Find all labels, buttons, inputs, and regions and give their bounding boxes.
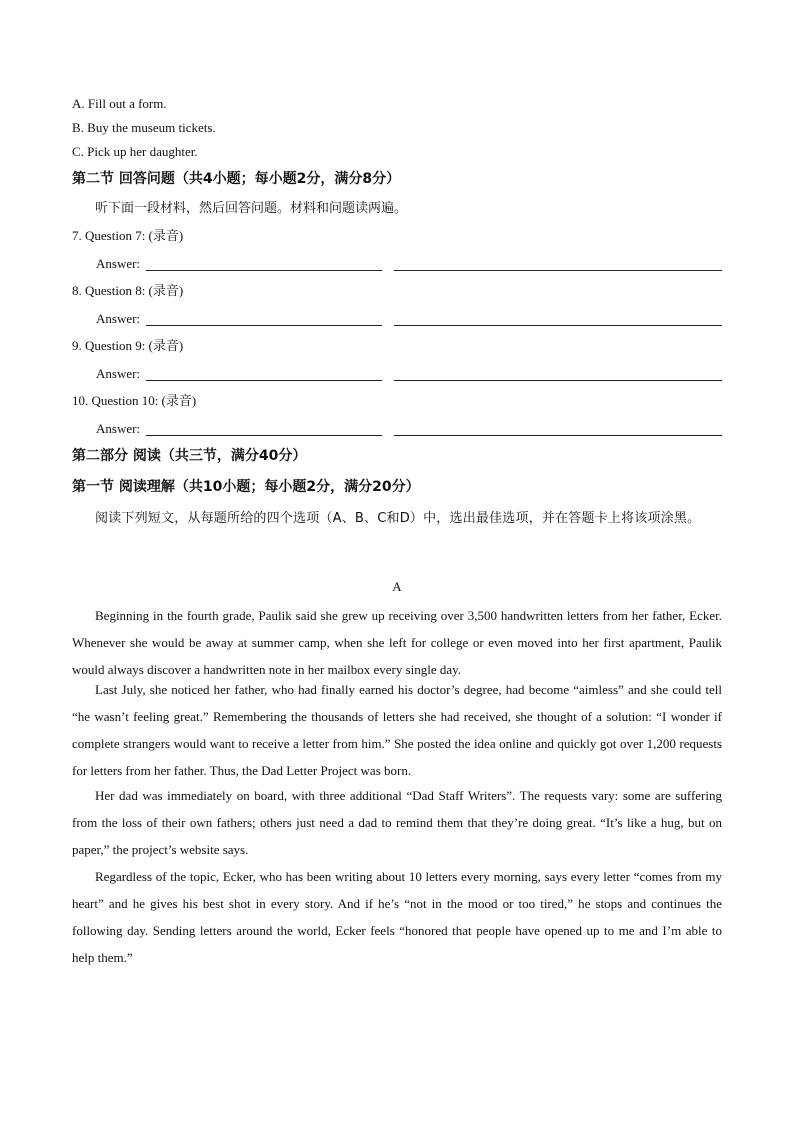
answer-blank-1[interactable] — [146, 325, 382, 326]
question-9-label: 9. Question 9: (录音) — [72, 338, 184, 353]
answer-blank-1[interactable] — [146, 270, 382, 271]
passage-paragraph-4: Regardless of the topic, Ecker, who has been writing about 10 letters every morning, says every letter “comes from my heart” and he gives his best shot in every story. And if he’s “not in the mood or too tired,” he stops and continues the following day. Sending letters around the world, Ecker feels “honored that people have opened up to me and I’m able to help them.” — [72, 869, 722, 965]
answer-blank-2[interactable] — [394, 380, 722, 381]
question-7-label: 7. Question 7: (录音) — [72, 228, 184, 243]
answer-label: Answer: — [96, 421, 141, 436]
question-8-label: 8. Question 8: (录音) — [72, 283, 184, 298]
part2-heading: 第二部分 阅读（共三节，满分40分） — [72, 448, 307, 464]
answer-row-9[interactable] — [96, 366, 724, 384]
option-c: C. Pick up her daughter. — [72, 144, 198, 159]
option-b: B. Buy the museum tickets. — [72, 120, 216, 135]
answer-blank-2[interactable] — [394, 270, 722, 271]
answer-label: Answer: — [96, 366, 141, 381]
answer-row-7[interactable] — [96, 256, 724, 274]
answer-label: Answer: — [96, 311, 141, 326]
answer-blank-1[interactable] — [146, 435, 382, 436]
passage-title: A — [392, 579, 402, 594]
answer-blank-1[interactable] — [146, 380, 382, 381]
answer-blank-2[interactable] — [394, 325, 722, 326]
part2-instruction: 阅读下列短文，从每题所给的四个选项（A、B、C和D）中，选出最佳选项，并在答题卡上将该项涂黑。 — [95, 511, 701, 526]
answer-row-10[interactable] — [96, 421, 724, 439]
part2-section1-heading: 第一节 阅读理解（共10小题；每小题2分，满分20分） — [72, 479, 420, 495]
passage-paragraph-1: Beginning in the fourth grade, Paulik said she grew up receiving over 3,500 handwritten letters from her father, Ecker. Whenever she would be away at summer camp, when she left for college or even moved into her first apartment, Paulik would always discover a handwritten note in her mailbox every single day. — [72, 608, 722, 677]
passage-paragraph-3: Her dad was immediately on board, with three additional “Dad Staff Writers”. The requests vary: some are suffering from the loss of their own fathers; others just need a dad to remind them that they’re doing great. “It’s like a hug, but on paper,” the project’s website says. — [72, 788, 722, 857]
section2-instruction: 听下面一段材料，然后回答问题。材料和问题读两遍。 — [95, 201, 408, 216]
passage-paragraph-2: Last July, she noticed her father, who had finally earned his doctor’s degree, had become “aimless” and she could tell “he wasn’t feeling great.” Remembering the thousands of letters she had received, she thought of a solution: “I wonder if complete strangers would want to receive a letter from him.” She posted the idea online and quickly got over 1,200 requests for letters from her father. Thus, the Dad Letter Project was born. — [72, 682, 722, 778]
answer-blank-2[interactable] — [394, 435, 722, 436]
answer-label: Answer: — [96, 256, 141, 271]
question-10-label: 10. Question 10: (录音) — [72, 393, 197, 408]
answer-row-8[interactable] — [96, 311, 724, 329]
option-a: A. Fill out a form. — [72, 96, 167, 111]
section2-heading: 第二节 回答问题（共4小题；每小题2分，满分8分） — [72, 171, 401, 187]
